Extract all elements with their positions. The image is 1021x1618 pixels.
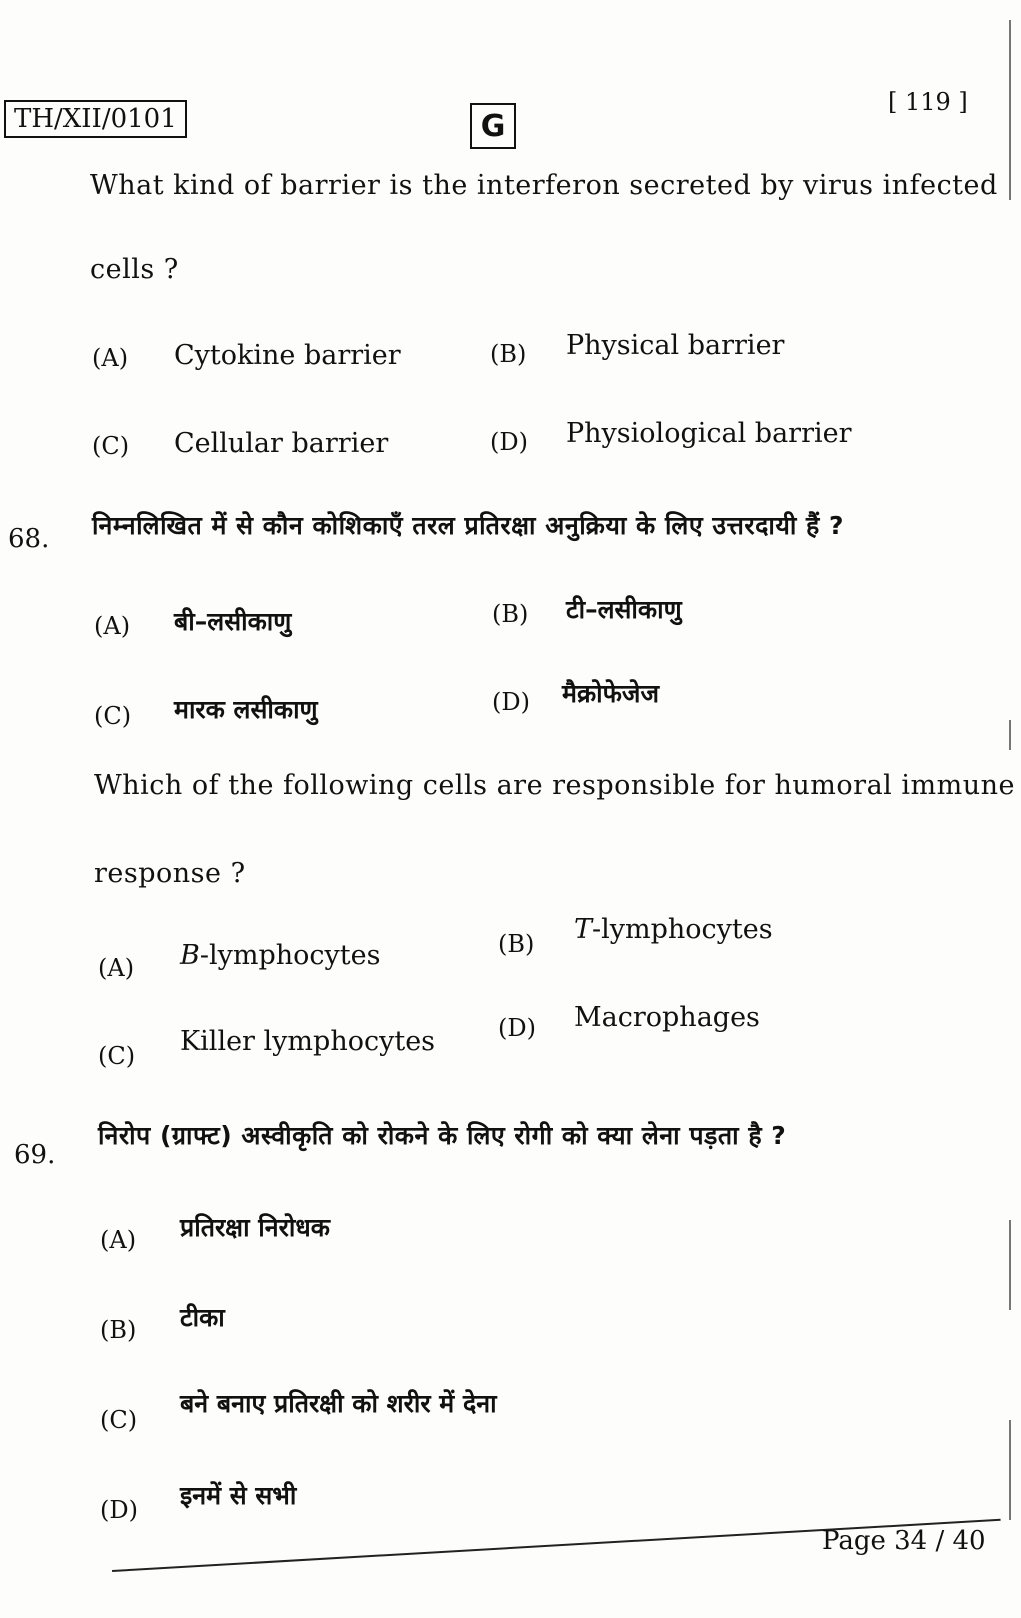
q67-option-b-text: Physical barrier [566, 330, 785, 361]
q68-en-option-b-text: T-lymphocytes [574, 914, 773, 945]
q67-option-a-text: Cytokine barrier [174, 340, 401, 371]
q68-hi-option-c-letter: (C) [94, 702, 132, 730]
margin-mark [1009, 720, 1011, 750]
q67-option-a-letter: (A) [92, 344, 129, 372]
q68-hi-option-a-letter: (A) [94, 612, 131, 640]
q68-hi-option-d-letter: (D) [492, 688, 530, 716]
q68-hi-option-d-text: मैक्रोफेजेज [562, 679, 660, 708]
q68-question-line-2: response ? [94, 858, 246, 889]
q69-option-a-text: प्रतिरक्षा निरोधक [180, 1213, 330, 1242]
q68-en-option-a-text: B-lymphocytes [180, 940, 381, 971]
margin-mark [1009, 1220, 1011, 1310]
q69-option-c-letter: (C) [100, 1406, 138, 1434]
q69-option-a-letter: (A) [100, 1226, 137, 1254]
q69-question-hindi: निरोप (ग्राफ्ट) अस्वीकृति को रोकने के लिए रोगी को क्या लेना पड़ता है ? [98, 1121, 787, 1150]
q69-option-d-text: इनमें से सभी [180, 1481, 297, 1510]
q69-option-d-letter: (D) [100, 1496, 138, 1524]
paper-code: TH/XII/0101 [4, 100, 187, 138]
q68-en-option-b-letter: (B) [498, 930, 535, 958]
q68-question-hindi: निम्नलिखित में से कौन कोशिकाएँ तरल प्रतिरक्षा अनुक्रिया के लिए उत्तरदायी हैं ? [92, 511, 845, 540]
q68-en-option-d-text: Macrophages [574, 1002, 760, 1033]
q68-hi-option-c-text: मारक लसीकाणु [174, 695, 318, 724]
q67-question-line-2: cells ? [90, 254, 179, 285]
q67-option-d-letter: (D) [490, 428, 528, 456]
margin-mark [1009, 20, 1011, 200]
q67-question-line-1: What kind of barrier is the interferon secreted by virus infected [90, 170, 998, 201]
q67-option-c-letter: (C) [92, 432, 130, 460]
margin-mark [1009, 1420, 1011, 1520]
q67-option-c-text: Cellular barrier [174, 428, 389, 459]
q69-option-b-letter: (B) [100, 1316, 137, 1344]
q67-option-d-text: Physiological barrier [566, 418, 852, 449]
q69-number: 69. [14, 1140, 56, 1170]
q68-en-option-c-letter: (C) [98, 1042, 136, 1070]
q67-option-b-letter: (B) [490, 340, 527, 368]
q69-option-b-text: टीका [180, 1303, 225, 1332]
q68-en-option-d-letter: (D) [498, 1014, 536, 1042]
set-number: [ 119 ] [888, 88, 968, 116]
q68-en-option-c-text: Killer lymphocytes [180, 1026, 436, 1057]
q68-hi-option-a-text: बी–लसीकाणु [174, 607, 292, 636]
q69-option-c-text: बने बनाए प्रतिरक्षी को शरीर में देना [180, 1389, 497, 1418]
page-number: Page 34 / 40 [822, 1526, 986, 1556]
series-code-box: G [470, 103, 516, 149]
q68-question-line-1: Which of the following cells are responsible for humoral immune [94, 770, 1015, 801]
q68-hi-option-b-text: टी–लसीकाणु [566, 595, 682, 624]
q68-number: 68. [8, 524, 50, 554]
q68-hi-option-b-letter: (B) [492, 600, 529, 628]
q68-en-option-a-letter: (A) [98, 954, 135, 982]
